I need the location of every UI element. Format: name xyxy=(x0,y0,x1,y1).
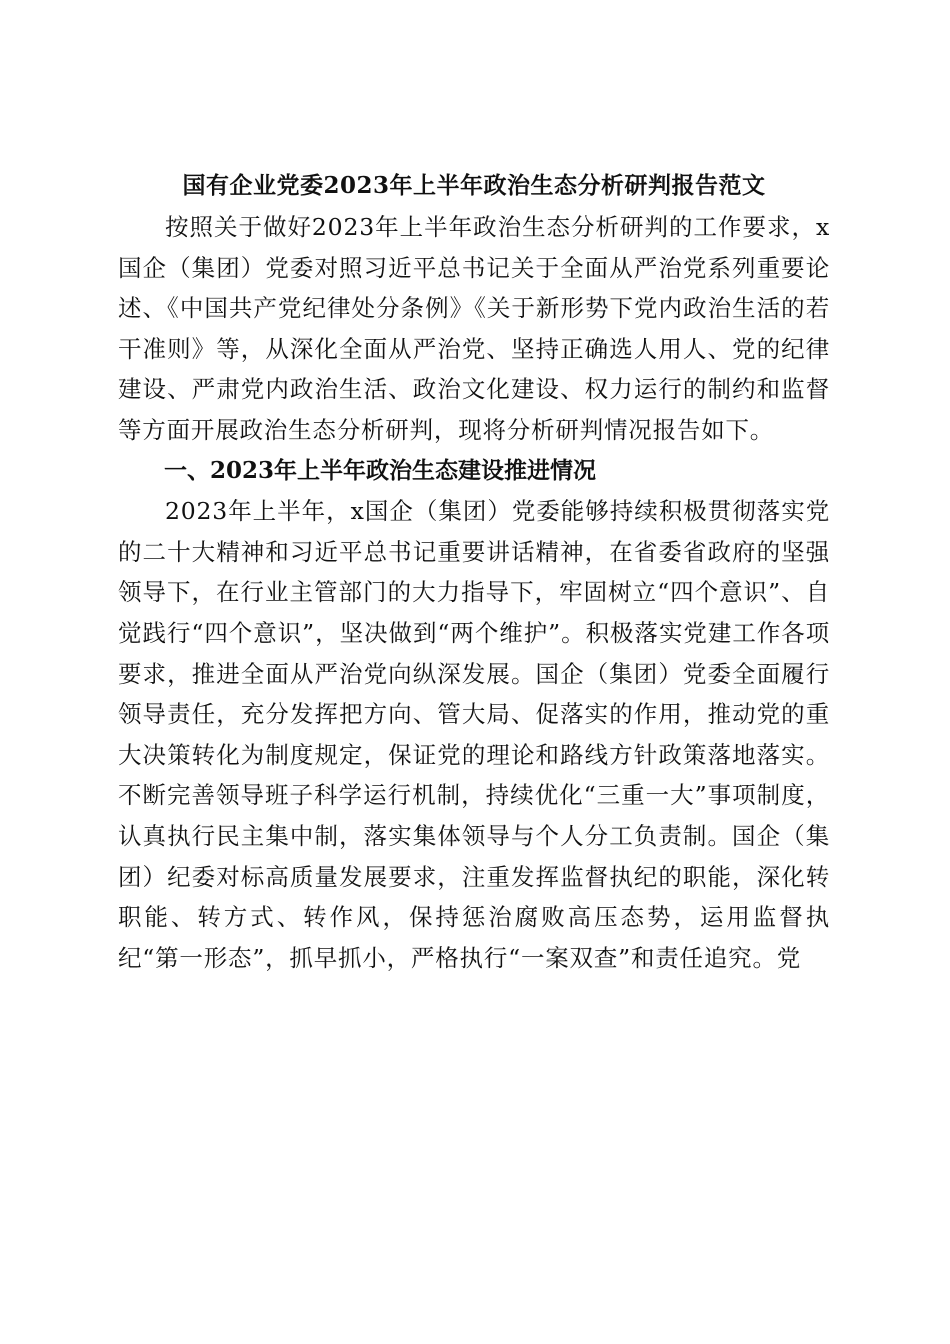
section-paragraph: 2023年上半年，x国企（集团）党委能够持续积极贯彻落实党的二十大精神和习近平总书记重要讲话精神，在省委省政府的坚强领导下，在行业主管部门的大力指导下，牢固树立“四个意识”、自觉践行“四个意识”，坚决做到“两个维护”。积极落实党建工作各项要求，推进全面从严治党向纵深发展。国企（集团）党委全面履行领导责任，充分发挥把方向、管大局、促落实的作用，推动党的重大决策转化为制度规定，保证党的理论和路线方针政策落地落实。不断完善领导班子科学运行机制，持续优化“三重一大”事项制度，认真执行民主集中制，落实集体领导与个人分工负责制。国企（集团）纪委对标高质量发展要求，注重发挥监督执纪的职能，深化转职能、转方式、转作风，保持惩治腐败高压态势，运用监督执纪“第一形态”，抓早抓小，严格执行“一案双查”和责任追究。党 xyxy=(118,497,830,972)
document-body xyxy=(118,165,830,978)
section-heading: 一、2023年上半年政治生态建设推进情况 xyxy=(164,456,597,484)
document-title: 国有企业党委2023年上半年政治生态分析研判报告范文 xyxy=(182,172,766,199)
intro-paragraph: 按照关于做好2023年上半年政治生态分析研判的工作要求，x国企（集团）党委对照习近平总书记关于全面从严治党系列重要论述、《中国共产党纪律处分条例》《关于新形势下党内政治生活的若干准则》等，从深化全面从严治党、坚持正确选人用人、党的纪律建设、严肃党内政治生活、政治文化建设、权力运行的制约和监督等方面开展政治生态分析研判，现将分析研判情况报告如下。 xyxy=(118,213,830,444)
